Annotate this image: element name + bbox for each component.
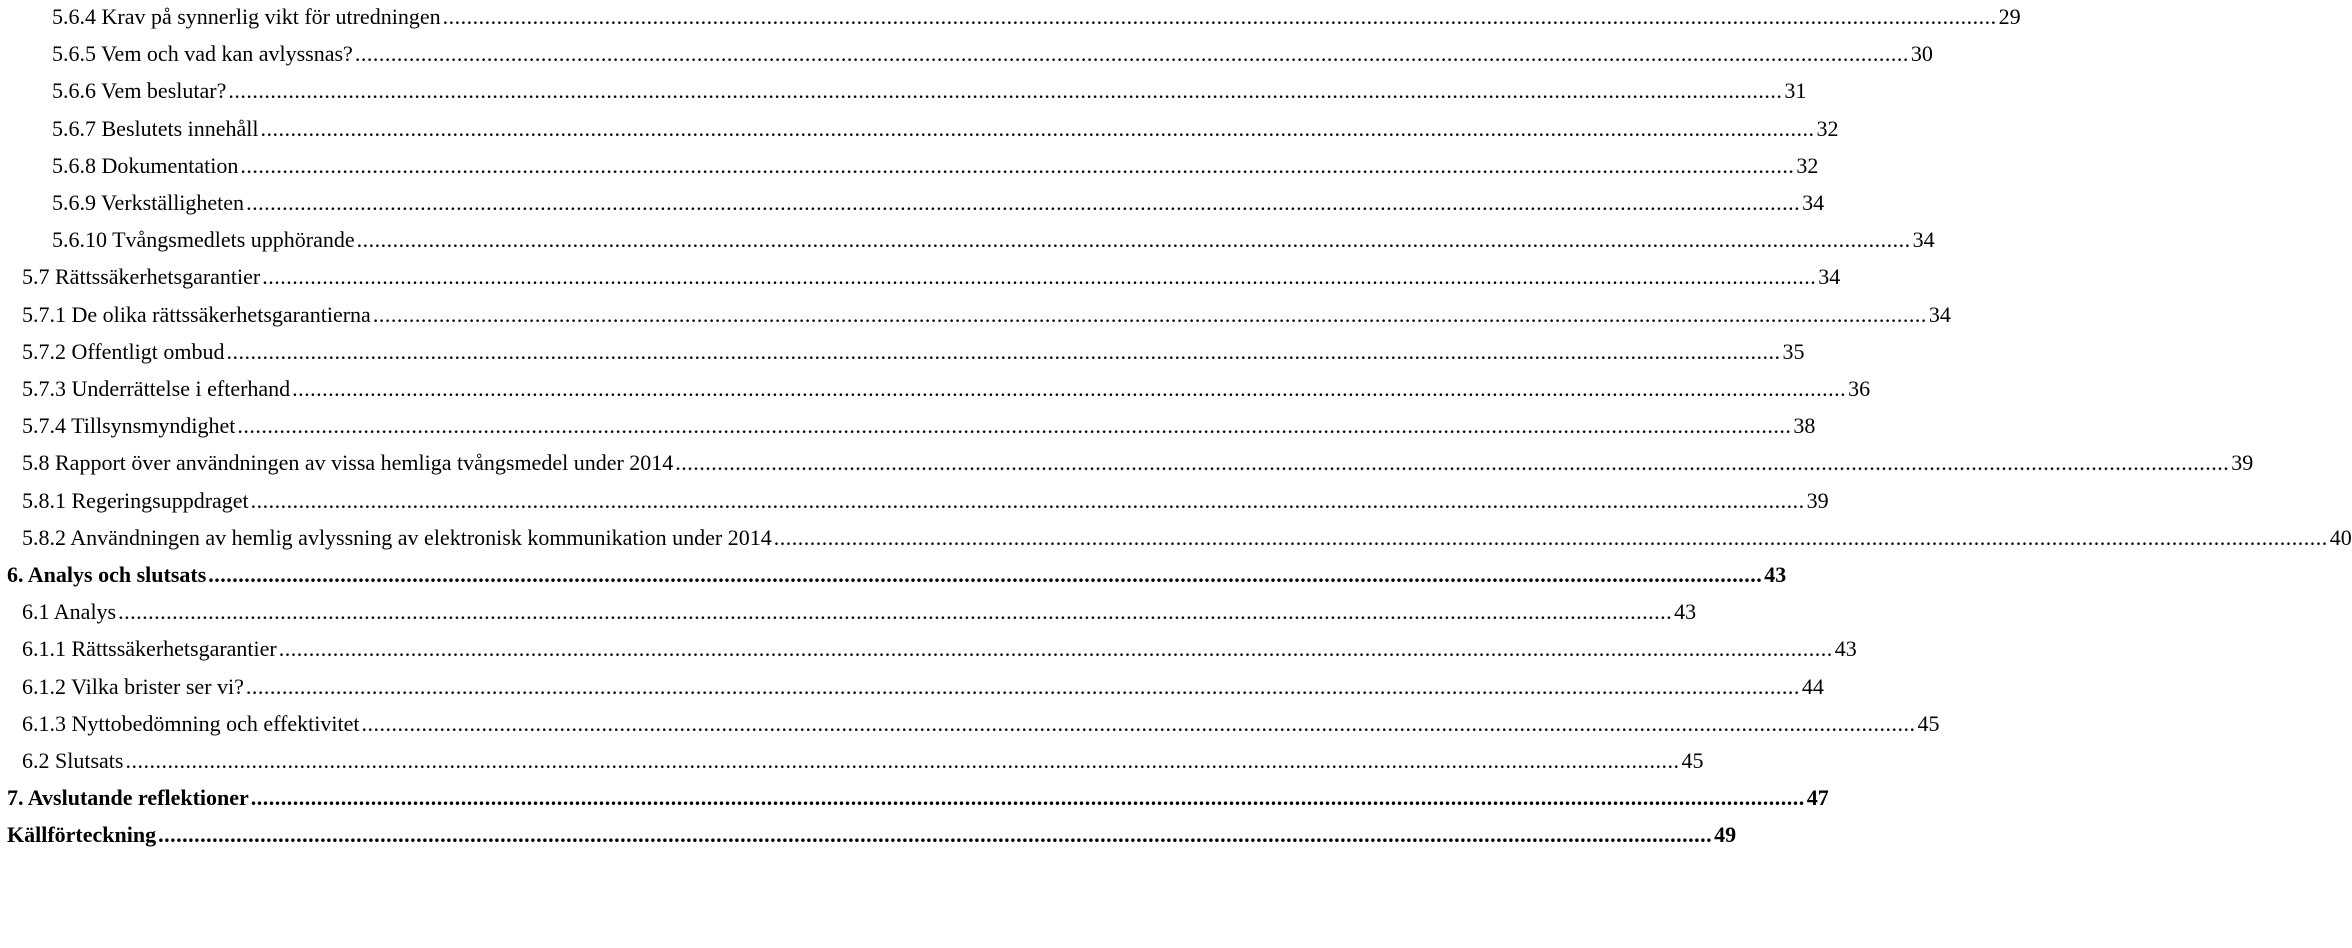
toc-entry-title: 6.1.2 Vilka brister ser vi? bbox=[22, 674, 244, 699]
toc-entry-chapter[interactable] bbox=[7, 818, 1737, 848]
toc-entry-page: 34 bbox=[1818, 264, 1841, 289]
toc-entry-page: 34 bbox=[1928, 302, 1951, 327]
toc-entry-title: 5.7.3 Underrättelse i efterhand bbox=[22, 376, 291, 401]
toc-entry-page: 45 bbox=[1681, 748, 1704, 773]
dot-leader bbox=[262, 264, 1816, 290]
dot-leader bbox=[361, 711, 1915, 737]
toc-entry-page: 32 bbox=[1816, 116, 1839, 141]
toc-entry-page: 34 bbox=[1912, 227, 1935, 252]
dot-leader bbox=[228, 78, 1782, 104]
dot-leader bbox=[237, 413, 1791, 439]
dot-leader bbox=[357, 227, 1911, 253]
toc-entry-page: 38 bbox=[1793, 413, 1816, 438]
toc-entry[interactable] bbox=[22, 707, 1940, 737]
dot-leader bbox=[118, 599, 1672, 625]
toc-entry-page: 43 bbox=[1674, 599, 1697, 624]
toc-entry[interactable] bbox=[22, 372, 1871, 402]
toc-entry-title: 6.1.1 Rättssäkerhetsgarantier bbox=[22, 636, 277, 661]
toc-entry-title: 5.6.8 Dokumentation bbox=[52, 153, 239, 178]
toc-entry[interactable] bbox=[52, 149, 1819, 179]
toc-entry-title: 5.6.4 Krav på synnerlig vikt för utredningen bbox=[52, 4, 441, 29]
toc-entry-page: 30 bbox=[1910, 41, 1933, 66]
dot-leader bbox=[226, 339, 1780, 365]
dot-leader bbox=[292, 376, 1846, 402]
dot-leader bbox=[240, 153, 1794, 179]
toc-entry-page: 39 bbox=[2231, 450, 2254, 475]
toc-entry-page: 32 bbox=[1796, 153, 1819, 178]
dot-leader bbox=[246, 190, 1800, 216]
toc-entry[interactable] bbox=[22, 335, 1805, 365]
toc-entry[interactable] bbox=[22, 409, 1816, 439]
toc-entry-page: 43 bbox=[1834, 636, 1857, 661]
dot-leader bbox=[158, 822, 1712, 848]
toc-entry-title: 5.7.2 Offentligt ombud bbox=[22, 339, 225, 364]
toc-entry[interactable] bbox=[22, 260, 1841, 290]
dot-leader bbox=[251, 488, 1805, 514]
dot-leader bbox=[373, 302, 1927, 328]
dot-leader bbox=[675, 450, 2229, 476]
toc-entry-title: 5.8.1 Regeringsuppdraget bbox=[22, 488, 249, 513]
toc-entry-page: 35 bbox=[1782, 339, 1805, 364]
toc-entry-chapter[interactable] bbox=[7, 781, 1829, 811]
toc-entry[interactable] bbox=[52, 112, 1839, 142]
toc-entry-title: 6.2 Slutsats bbox=[22, 748, 124, 773]
toc-entry[interactable] bbox=[52, 37, 1933, 67]
toc-entry-page: 34 bbox=[1802, 190, 1825, 215]
toc-entry-page: 29 bbox=[1998, 4, 2021, 29]
toc-entry-title: 5.6.7 Beslutets innehåll bbox=[52, 116, 259, 141]
toc-entry[interactable] bbox=[52, 223, 1935, 253]
dot-leader bbox=[261, 116, 1815, 142]
toc-entry-title: 5.7.4 Tillsynsmyndighet bbox=[22, 413, 236, 438]
dot-leader bbox=[125, 748, 1679, 774]
toc-entry-title: 5.6.5 Vem och vad kan avlyssnas? bbox=[52, 41, 353, 66]
toc-entry[interactable] bbox=[22, 484, 1829, 514]
toc-entry[interactable] bbox=[22, 632, 1857, 662]
toc-entry-title: 6.1.3 Nyttobedömning och effektivitet bbox=[22, 711, 360, 736]
toc-entry-title: 5.8.2 Användningen av hemlig avlyssning av elektronisk kommunikation under 2014 bbox=[22, 525, 772, 550]
dot-leader bbox=[355, 41, 1909, 67]
toc-entry-page: 39 bbox=[1806, 488, 1829, 513]
toc-entry[interactable] bbox=[22, 744, 1704, 774]
toc-entry-page: 44 bbox=[1801, 674, 1824, 699]
toc-entry-page: 49 bbox=[1714, 822, 1737, 847]
toc-entry[interactable] bbox=[52, 186, 1825, 216]
toc-entry-chapter[interactable] bbox=[7, 558, 1787, 588]
toc-entry-page: 47 bbox=[1806, 785, 1829, 810]
toc-entry[interactable] bbox=[22, 298, 1951, 328]
toc-entry[interactable] bbox=[22, 595, 1697, 625]
toc-entry-title: 5.7 Rättssäkerhetsgarantier bbox=[22, 264, 261, 289]
dot-leader bbox=[279, 636, 1833, 662]
toc-entry-page: 36 bbox=[1848, 376, 1871, 401]
toc-entry-title: Källförteckning bbox=[7, 822, 157, 847]
dot-leader bbox=[208, 562, 1762, 588]
dot-leader bbox=[774, 525, 2328, 551]
toc-entry-title: 5.6.9 Verkställigheten bbox=[52, 190, 245, 215]
toc-entry-page: 40 bbox=[2329, 525, 2352, 550]
toc-entry-title: 5.7.1 De olika rättssäkerhetsgarantierna bbox=[22, 302, 371, 327]
toc-entry-page: 45 bbox=[1917, 711, 1940, 736]
toc-entry[interactable] bbox=[22, 670, 1824, 700]
toc-entry-title: 5.8 Rapport över användningen av vissa hemliga tvångsmedel under 2014 bbox=[22, 450, 674, 475]
toc-entry-page: 31 bbox=[1784, 78, 1807, 103]
toc-entry[interactable] bbox=[22, 521, 2352, 551]
toc-entry-title: 5.6.6 Vem beslutar? bbox=[52, 78, 227, 103]
dot-leader bbox=[443, 4, 1997, 30]
dot-leader bbox=[251, 785, 1805, 811]
toc-entry[interactable] bbox=[52, 0, 2021, 30]
toc-entry-title: 6. Analys och slutsats bbox=[7, 562, 207, 587]
toc-entry-title: 6.1 Analys bbox=[22, 599, 117, 624]
toc-entry-title: 7. Avslutande reflektioner bbox=[7, 785, 249, 810]
toc-entry-page: 43 bbox=[1764, 562, 1787, 587]
toc-entry-title: 5.6.10 Tvångsmedlets upphörande bbox=[52, 227, 355, 252]
dot-leader bbox=[246, 674, 1800, 700]
toc-entry[interactable] bbox=[22, 446, 2254, 476]
toc-entry[interactable] bbox=[52, 74, 1807, 104]
